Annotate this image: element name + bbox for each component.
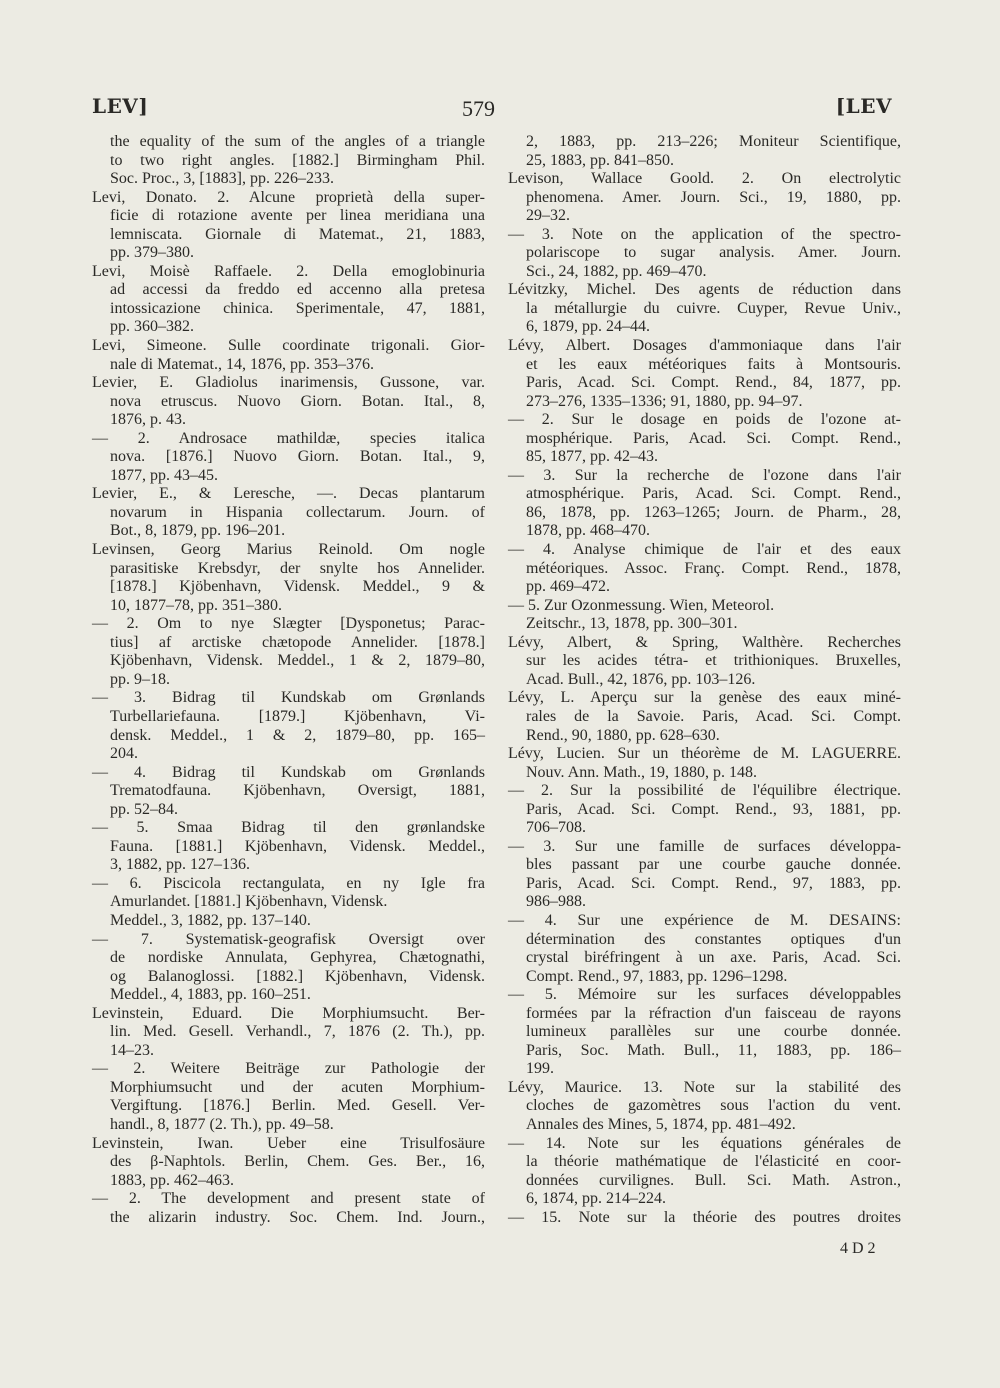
text-line: intossicazione chinica. Sperimentale, 47, 1881, [110, 299, 485, 317]
text-line: lumineux parallèles sur une courbe donnée. [526, 1023, 901, 1041]
signature-mark: 4 D 2 [840, 1240, 876, 1257]
text-line: nova etruscus. Nuovo Giorn. Botan. Ital., 8, [110, 392, 485, 410]
text-line: — 3. Sur la recherche de l'ozone dans l'air [508, 466, 901, 484]
text-line: 199. [526, 1060, 554, 1078]
text-line: météoriques. Assoc. Franç. Compt. Rend., 1878, [526, 559, 901, 577]
text-line: polariscope to sugar analysis. Amer. Journ. [526, 244, 901, 262]
text-line: Sci., 24, 1882, pp. 469–470. [526, 262, 707, 280]
text-line: Morphiumsucht und der acuten Morphium- [110, 1078, 485, 1096]
text-line: Meddel., 4, 1883, pp. 160–251. [110, 986, 311, 1004]
text-line: détermination des constantes optiques d'un [526, 930, 901, 948]
text-line: Vergiftung. [1876.] Berlin. Med. Gesell. Ver- [110, 1097, 485, 1115]
text-line: ad accessi da freddo ed accenno alla pretesa [110, 281, 485, 299]
text-line: pp. 379–380. [110, 244, 194, 262]
text-line: pp. 360–382. [110, 318, 194, 336]
text-line: Paris, Soc. Math. Bull., 11, 1883, pp. 186– [526, 1041, 901, 1059]
text-line: Meddel., 3, 1882, pp. 137–140. [110, 911, 311, 929]
text-line: the alizarin industry. Soc. Chem. Ind. Journ., [110, 1208, 485, 1226]
page-number: 579 [462, 96, 495, 121]
text-line: Turbellariefauna. [1879.] Kjöbenhavn, Vi- [110, 707, 485, 725]
text-line: Compt. Rend., 97, 1883, pp. 1296–1298. [526, 967, 788, 985]
text-line: — 5. Smaa Bidrag til den grønlandske [92, 819, 485, 837]
text-line: — 5. Mémoire sur les surfaces développables [508, 986, 901, 1004]
text-line: atmosphérique. Paris, Acad. Sci. Compt. Rend., [526, 485, 901, 503]
text-line: Lévy, Albert, & Spring, Walthère. Recherches [508, 633, 901, 651]
text-line: — 6. Piscicola rectangulata, en ny Igle fra [92, 874, 485, 892]
text-line: Kjöbenhavn, Vidensk. Meddel., 1 & 2, 1879–80, [110, 652, 485, 670]
text-line: parasitiske Krebsdyr, der snylte hos Annelider. [110, 559, 485, 577]
text-line: Levinstein, Iwan. Ueber eine Trisulfosäure [92, 1134, 485, 1152]
text-line: Lévy, Lucien. Sur un théorème de M. LAGUERRE. [508, 745, 901, 763]
text-line: 273–276, 1335–1336; 91, 1880, pp. 94–97. [526, 392, 803, 410]
text-line: — 2. The development and present state of [92, 1190, 485, 1208]
text-line: phenomena. Amer. Journ. Sci., 19, 1880, pp. [526, 188, 901, 206]
text-line: 2, 1883, pp. 213–226; Moniteur Scientifique, [526, 133, 901, 150]
text-line: [1878.] Kjöbenhavn, Vidensk. Meddel., 9 & [110, 578, 485, 596]
text-line: Paris, Acad. Sci. Compt. Rend., 84, 1877, pp. [526, 374, 901, 392]
text-line: Levinstein, Eduard. Die Morphiumsucht. Ber- [92, 1004, 485, 1022]
text-line: Trematodfauna. Kjöbenhavn, Oversigt, 1881, [110, 782, 485, 800]
text-line: cloches de gazomètres sous l'action du vent. [526, 1097, 901, 1115]
text-line: 86, 1878, pp. 1263–1265; Journ. de Pharm., 28, [526, 503, 901, 521]
text-line: — 2. Androsace mathildæ, species italica [92, 429, 485, 447]
text-line: de nordiske Annulata, Gephyrea, Chætognathi, [110, 949, 485, 967]
text-line: 6, 1879, pp. 24–44. [526, 318, 650, 336]
text-line: tius] af arctiske chætopode Annelider. [1878.] [110, 633, 485, 651]
text-line: sur les acides tétra- et trithioniques. Bruxelles, [526, 652, 901, 670]
text-line: la théorie mathématique de l'élasticité en coor- [526, 1153, 901, 1171]
text-line: 1877, pp. 43–45. [110, 466, 218, 484]
text-line: Bot., 8, 1879, pp. 196–201. [110, 522, 286, 540]
text-line: — 3. Sur une famille de surfaces développa- [508, 837, 901, 855]
text-line: Lévitzky, Michel. Des agents de réduction dans [508, 281, 901, 299]
text-line: — 4. Sur une expérience de M. DESAINS: [508, 911, 901, 929]
page-header [92, 94, 892, 124]
text-line: Lévy, Maurice. 13. Note sur la stabilité des [508, 1078, 901, 1096]
text-line: nale di Matemat., 14, 1876, pp. 353–376. [110, 355, 374, 373]
text-line: — 2. Sur le dosage en poids de l'ozone at- [508, 411, 901, 429]
text-line: to two right angles. [1882.] Birmingham Phil. [110, 151, 485, 169]
text-line: Acad. Bull., 42, 1876, pp. 103–126. [526, 670, 756, 688]
text-line: novarum in Hispania collectarum. Journ. of [110, 503, 485, 521]
text-line: — 4. Analyse chimique de l'air et des eaux [508, 541, 901, 559]
text-line: — 5. Zur Ozonmessung. Wien, Meteorol. [508, 596, 775, 614]
text-line: lemniscata. Giornale di Matemat., 21, 1883, [110, 225, 485, 243]
text-line: Levison, Wallace Goold. 2. On electrolytic [508, 170, 901, 188]
text-line: Rend., 90, 1880, pp. 628–630. [526, 726, 720, 744]
text-line: des β-Naphtols. Berlin, Chem. Ges. Ber., 16, [110, 1153, 485, 1171]
text-line: 3, 1882, pp. 127–136. [110, 856, 250, 874]
text-line: 1878, pp. 468–470. [526, 522, 650, 540]
text-line: Fauna. [1881.] Kjöbenhavn, Vidensk. Meddel., [110, 837, 485, 855]
text-line: Levi, Moisè Raffaele. 2. Della emoglobinuria [92, 262, 485, 280]
text-line: Levi, Donato. 2. Alcune proprietà della super- [92, 188, 485, 206]
text-line: et les eaux météoriques faits à Montsouris. [526, 355, 901, 373]
text-line: Zeitschr., 13, 1878, pp. 300–301. [526, 615, 738, 633]
text-line: Soc. Proc., 3, [1883], pp. 226–233. [110, 170, 334, 188]
text-line: 85, 1877, pp. 42–43. [526, 448, 658, 466]
text-line: — 7. Systematisk-geografisk Oversigt over [92, 930, 485, 948]
text-line: the equality of the sum of the angles of a triangle [110, 133, 485, 150]
text-line: Lévy, Albert. Dosages d'ammoniaque dans l'air [508, 337, 901, 355]
text-line: 204. [110, 745, 138, 763]
running-head-right: [LEV [835, 94, 892, 118]
text-line: 986–988. [526, 893, 586, 911]
left-column [92, 133, 485, 1227]
text-line: — 3. Bidrag til Kundskab om Grønlands [92, 689, 485, 707]
text-line: — 3. Note on the application of the spectro- [508, 225, 901, 243]
text-line: bles passant par une courbe gauche donnée. [526, 856, 901, 874]
text-line: mosphérique. Paris, Acad. Sci. Compt. Rend., [526, 429, 901, 447]
text-line: 1883, pp. 462–463. [110, 1171, 234, 1189]
text-line: — 2. Sur la possibilité de l'équilibre électrique. [508, 782, 901, 800]
text-line: nova. [1876.] Nuovo Giorn. Botan. Ital., 9, [110, 448, 485, 466]
text-line: densk. Meddel., 1 & 2, 1879–80, pp. 165– [110, 726, 485, 744]
text-line: Nouv. Ann. Math., 19, 1880, p. 148. [526, 763, 757, 781]
text-line: Levier, E., & Leresche, —. Decas plantarum [92, 485, 485, 503]
text-line: Levi, Simeone. Sulle coordinate trigonali. Gior- [92, 337, 485, 355]
text-line: — 4. Bidrag til Kundskab om Grønlands [92, 763, 485, 781]
text-line: la métallurgie du cuivre. Cuyper, Revue Univ., [526, 299, 901, 317]
text-line: Annales des Mines, 5, 1874, pp. 481–492. [526, 1115, 796, 1133]
text-line: pp. 9–18. [110, 670, 170, 688]
text-line: — 2. Weitere Beiträge zur Pathologie der [92, 1060, 485, 1078]
text-line: 14–23. [110, 1041, 154, 1059]
text-line: rales de la Savoie. Paris, Acad. Sci. Compt. [526, 707, 901, 725]
text-line: 6, 1874, pp. 214–224. [526, 1190, 666, 1208]
right-column [508, 133, 901, 1227]
text-line: pp. 52–84. [110, 800, 178, 818]
text-line: pp. 469–472. [526, 578, 610, 596]
text-line: 706–708. [526, 819, 586, 837]
text-line: 1876, p. 43. [110, 411, 186, 429]
text-line: formées par la réfraction d'un faisceau de rayons [526, 1004, 901, 1022]
text-line: — 14. Note sur les équations générales de [508, 1134, 901, 1152]
text-line: lin. Med. Gesell. Verhandl., 7, 1876 (2. Th.), pp. [110, 1023, 485, 1041]
text-line: Amurlandet. [1881.] Kjöbenhavn, Vidensk. [110, 893, 388, 911]
text-line: Lévy, L. Aperçu sur la genèse des eaux miné- [508, 689, 901, 707]
text-line: og Balanoglossi. [1882.] Kjöbenhavn, Vidensk. [110, 967, 485, 985]
text-line: 25, 1883, pp. 841–850. [526, 151, 674, 169]
text-line: crystal biréfringent à un axe. Paris, Acad. Sci. [526, 949, 901, 967]
text-line: — 15. Note sur la théorie des poutres droites [508, 1208, 901, 1226]
text-line: Paris, Acad. Sci. Compt. Rend., 97, 1883, pp. [526, 874, 901, 892]
text-line: Levier, E. Gladiolus inarimensis, Gussone, var. [92, 374, 485, 392]
text-line: handl., 8, 1877 (2. Th.), pp. 49–58. [110, 1115, 334, 1133]
text-line: — 2. Om to nye Slægter [Dysponetus; Parac- [92, 615, 485, 633]
text-line: 10, 1877–78, pp. 351–380. [110, 596, 282, 614]
text-line: ficie di rotazione avente per linea meridiana una [110, 207, 485, 225]
running-head-left: LEV] [92, 94, 149, 118]
text-line: Paris, Acad. Sci. Compt. Rend., 93, 1881, pp. [526, 800, 901, 818]
text-line: 29–32. [526, 207, 570, 225]
text-line: données curvilignes. Bull. Sci. Math. Astron., [526, 1171, 901, 1189]
text-line: Levinsen, Georg Marius Reinold. Om nogle [92, 541, 485, 559]
